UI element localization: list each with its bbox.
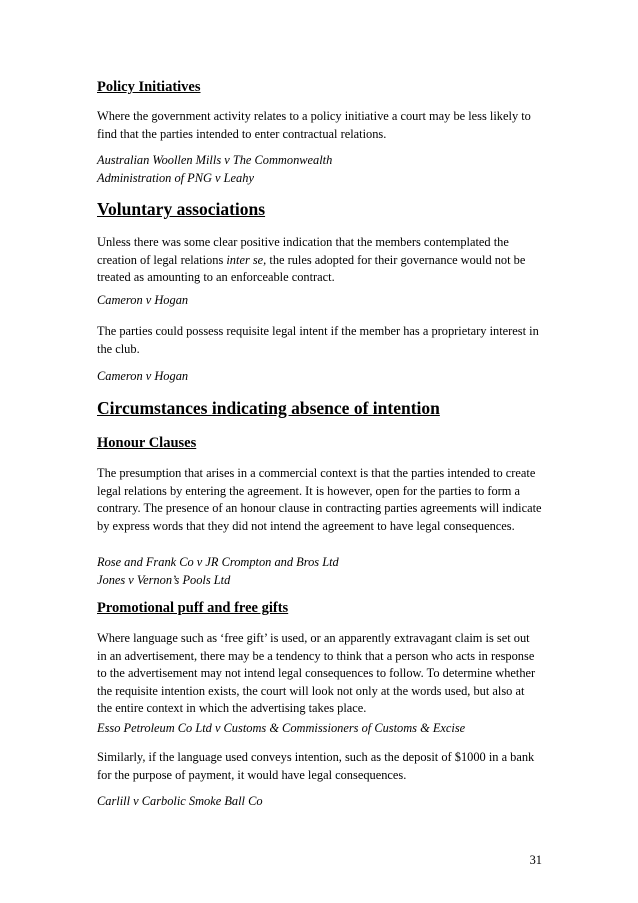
case-citation: Esso Petroleum Co Ltd v Customs & Commissioners of Customs & Excise [97,721,466,735]
heading-policy-initiatives: Policy Initiatives [97,79,201,95]
paragraph-puff-1: Where language such as ‘free gift’ is used, or an apparently extravagant claim is set out in an advertisement, there may be a tendency to think that a person who acts in response to the advertisement may not intend legal consequences to follow. To determine whether the requisite intention exists, the court will look not only at the words used, but also at the entire context in which the advertising takes place. [97,631,536,715]
case-citation: Carlill v Carbolic Smoke Ball Co [97,794,263,808]
case-line: Administration of PNG v Leahy [97,170,254,185]
case-line: Rose and Frank Co v JR Crompton and Bros Ltd [97,555,339,569]
page-number: 31 [529,853,542,867]
heading-voluntary-associations: Voluntary associations [97,199,266,219]
paragraph-honour: The presumption that arises in a commercial context is that the parties intended to create legal relations by entering the agreement. It is however, open for the parties to form a contrary. The presence of an honour clause in contracting parties agreements will indicate by express words that they did not intend the agreement to have legal consequences. [97,466,542,533]
heading-circumstances: Circumstances indicating absence of intention [97,398,440,418]
paragraph-policy: Where the government activity relates to a policy initiative a court may be less likely to find that the parties intended to enter contractual relations. [97,109,531,141]
case-line: Australian Woollen Mills v The Commonwealth [97,153,333,167]
paragraph-voluntary-1: Unless there was some clear positive indication that the members contemplated the creation of legal relations inter se, the rules adopted for their governance would not be treated as amounting to an enforceable contract. [97,235,526,284]
case-citation: Cameron v Hogan [97,293,189,307]
case-citation [97,152,542,187]
case-citation [97,554,542,589]
heading-honour-clauses: Honour Clauses [97,435,197,451]
paragraph-puff-2: Similarly, if the language used conveys intention, such as the deposit of $1000 in a bank for the purpose of payment, it would have legal consequences. [97,750,535,782]
paragraph-voluntary-2: The parties could possess requisite legal intent if the member has a proprietary interest in the club. [97,324,539,356]
case-citation: Cameron v Hogan [97,369,189,383]
case-line: Jones v Vernon’s Pools Ltd [97,572,231,587]
heading-promotional-puff: Promotional puff and free gifts [97,600,289,616]
